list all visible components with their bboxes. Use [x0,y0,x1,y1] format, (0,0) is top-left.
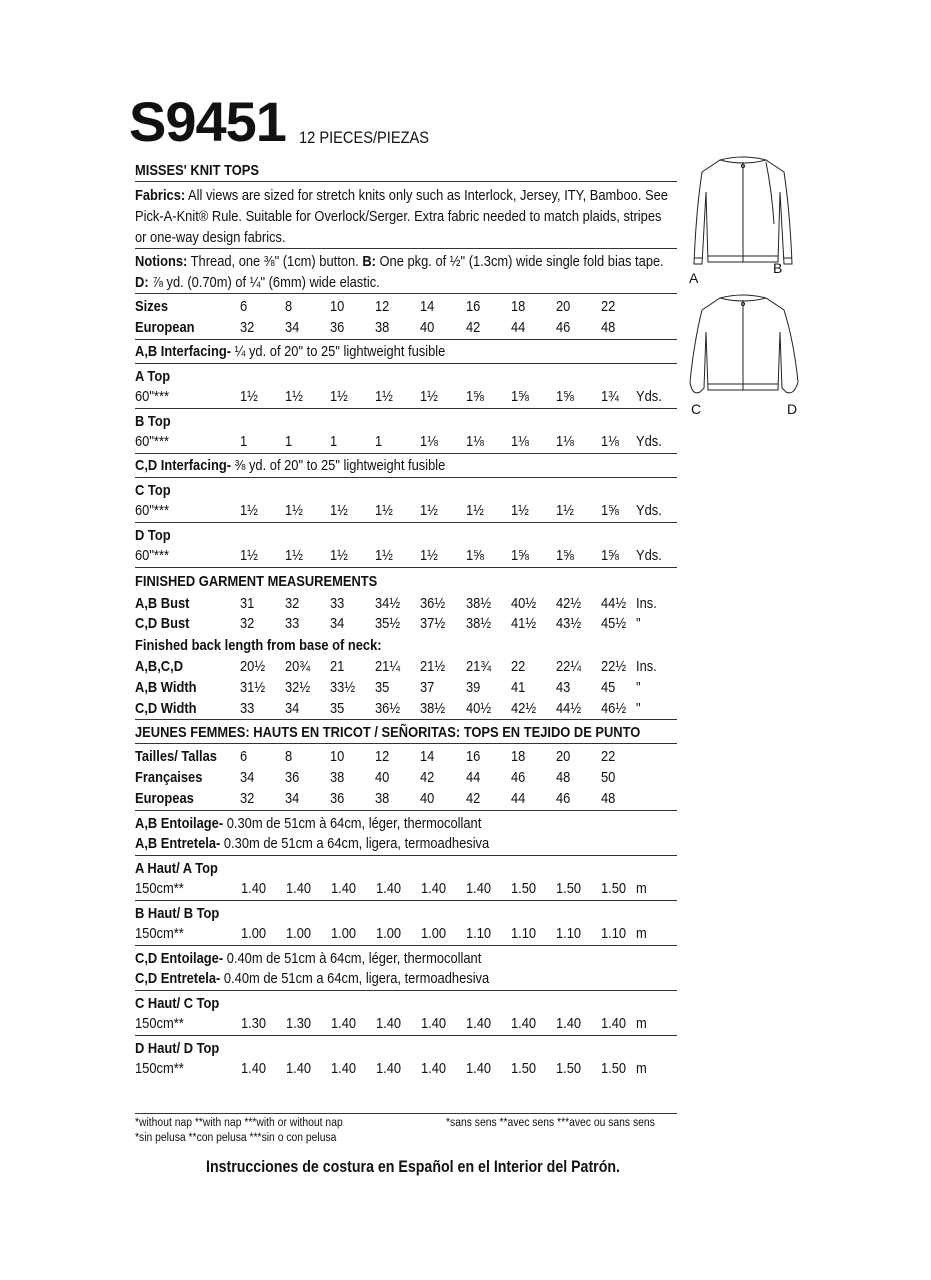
fabrics-paragraph [135,185,675,248]
ab-width-label: A,B Width [135,679,197,696]
ab-bust-label: A,B Bust [135,595,190,612]
cd-entoilage [135,951,481,966]
ab-entoilage-text: 0.30m de 51cm à 64cm, léger, thermocollant [223,815,482,832]
a-top-cell: 1¾ [601,388,619,405]
size-cell: 18 [511,298,526,315]
back-length-title: Finished back length from base of neck: [135,637,382,654]
taille-cell: 18 [511,748,526,765]
taille-cell: 6 [240,748,248,765]
fabrics-text: All views are sized for stretch knits only such as Interlock, Jersey, ITY, Bamboo. See Pick-A-Knit® Rule. Suitable for Overlock/Serger. Extra fabric needed to match plaids, stripes or one-way design fabrics. [135,187,668,246]
cd-width-cell: 44½ [556,700,582,717]
francaise-cell: 48 [556,769,571,786]
divider [135,1113,677,1114]
ab-bust-cell: 38½ [466,595,492,612]
ab-width-cell: 32½ [285,679,311,696]
divider [135,293,677,294]
b-haut-cell: 1.00 [331,925,357,942]
view-label-d: D [787,401,798,417]
divider [135,339,677,340]
french-title: JEUNES FEMMES: HAUTS EN TRICOT / SEÑORITAS: TOPS EN TEJIDO DE PUNTO [135,724,641,741]
cd-width-cell: 42½ [511,700,537,717]
europea-cell: 34 [285,790,300,807]
notions-b-label: B: [362,253,376,270]
ab-bust-unit: Ins. [636,595,657,612]
abcd-length-cell: 21 [330,658,345,675]
ab-bust-cell: 33 [330,595,345,612]
b-haut-cell: 1.10 [556,925,582,942]
pieces-count: 12 PIECES/PIEZAS [299,128,430,147]
c-haut-cell: 1.40 [556,1015,582,1032]
footnote-fr: *sans sens **avec sens ***avec ou sans sens [446,1117,655,1129]
c-top-cell: 1½ [511,502,529,519]
a-top-cell: 1½ [420,388,438,405]
a-top-cell: 1½ [330,388,348,405]
cd-width-cell: 34 [285,700,300,717]
footnote-en: *without nap **with nap ***with or without nap [135,1117,343,1129]
a-haut-title: A Haut/ A Top [135,860,218,877]
europea-cell: 38 [375,790,390,807]
d-haut-cell: 1.40 [466,1060,492,1077]
b-top-width: 60"*** [135,433,169,450]
european-size-cell: 32 [240,319,255,336]
cd-width-cell: 36½ [375,700,401,717]
b-top-cell: 1⅛ [556,433,574,450]
d-haut-cell: 1.50 [601,1060,627,1077]
a-haut-cell: 1.40 [286,880,312,897]
c-haut-cell: 1.40 [511,1015,537,1032]
b-top-cell: 1 [330,433,338,450]
ab-bust-cell: 36½ [420,595,446,612]
notions-paragraph [135,251,675,293]
c-top-cell: 1½ [285,502,303,519]
cd-interfacing-text: ⅜ yd. of 20" to 25" lightweight fusible [231,457,446,474]
a-haut-width: 150cm** [135,880,184,897]
d-top-cell: 1½ [375,547,393,564]
abcd-label: A,B,C,D [135,658,184,675]
b-top-cell: 1⅛ [466,433,484,450]
divider [135,181,677,182]
ab-width-cell: 43 [556,679,571,696]
notions-label: Notions: [135,253,188,270]
taille-cell: 22 [601,748,616,765]
cd-width-cell: 38½ [420,700,446,717]
c-top-cell: 1½ [375,502,393,519]
cd-entretela [135,971,489,986]
c-haut-cell: 1.40 [331,1015,357,1032]
d-top-unit: Yds. [636,547,662,564]
cd-bust-cell: 35½ [375,615,401,632]
cd-bust-cell: 37½ [420,615,446,632]
ab-interfacing [135,344,445,359]
cd-bust-cell: 32 [240,615,255,632]
a-top-cell: 1⅝ [556,388,574,405]
abcd-length-cell: 20½ [240,658,266,675]
european-size-cell: 42 [466,319,481,336]
cd-width-cell: 40½ [466,700,492,717]
divider [135,408,677,409]
ab-bust-cell: 40½ [511,595,537,612]
c-haut-title: C Haut/ C Top [135,995,220,1012]
a-haut-cell: 1.40 [376,880,402,897]
francaise-cell: 38 [330,769,345,786]
ab-entoilage [135,816,481,831]
size-cell: 6 [240,298,248,315]
divider [135,900,677,901]
fabrics-label: Fabrics: [135,187,186,204]
european-size-cell: 46 [556,319,571,336]
europea-cell: 46 [556,790,571,807]
ab-entretela-text: 0.30m de 51cm a 64cm, ligera, termoadhesiva [220,835,490,852]
pattern-number: S9451 [129,90,286,153]
footnote-es: *sin pelusa **con pelusa ***sin o con pelusa [135,1132,337,1144]
francaise-cell: 34 [240,769,255,786]
a-top-cell: 1½ [375,388,393,405]
taille-cell: 16 [466,748,481,765]
d-top-cell: 1⅝ [511,547,529,564]
cd-entretela-label: C,D Entretela- [135,970,221,987]
d-haut-unit: m [636,1060,647,1077]
cd-entretela-text: 0.40m de 51cm a 64cm, ligera, termoadhesiva [220,970,490,987]
divider [135,453,677,454]
europea-cell: 32 [240,790,255,807]
b-haut-cell: 1.00 [286,925,312,942]
europeas-label: Europeas [135,790,194,807]
divider [135,363,677,364]
abcd-length-cell: 22 [511,658,526,675]
ab-bust-cell: 31 [240,595,255,612]
francaises-label: Françaises [135,769,203,786]
size-cell: 8 [285,298,293,315]
a-haut-cell: 1.40 [466,880,492,897]
c-haut-cell: 1.40 [601,1015,627,1032]
c-top-title: C Top [135,482,171,499]
b-top-cell: 1 [285,433,293,450]
c-haut-cell: 1.40 [466,1015,492,1032]
european-size-cell: 34 [285,319,300,336]
francaise-cell: 46 [511,769,526,786]
d-top-cell: 1⅝ [466,547,484,564]
cd-width-cell: 35 [330,700,345,717]
european-size-cell: 36 [330,319,345,336]
b-top-title: B Top [135,413,171,430]
b-haut-cell: 1.00 [376,925,402,942]
cd-width-unit: " [636,700,641,717]
divider [135,990,677,991]
europea-cell: 36 [330,790,345,807]
b-haut-cell: 1.00 [241,925,267,942]
abcd-length-cell: 22½ [601,658,627,675]
divider [135,945,677,946]
b-haut-unit: m [636,925,647,942]
sketch-views-c-d [686,292,802,402]
divider [135,810,677,811]
notions-text-3: ⅞ yd. (0.70m) of ¼" (6mm) wide elastic. [148,274,380,291]
b-haut-cell: 1.10 [466,925,492,942]
b-haut-cell: 1.10 [601,925,627,942]
a-top-width: 60"*** [135,388,169,405]
b-top-cell: 1⅛ [511,433,529,450]
c-haut-cell: 1.30 [286,1015,312,1032]
d-top-cell: 1½ [330,547,348,564]
a-haut-cell: 1.40 [421,880,447,897]
francaise-cell: 36 [285,769,300,786]
ab-width-cell: 39 [466,679,481,696]
notions-d-label: D: [135,274,149,291]
a-top-cell: 1½ [240,388,258,405]
d-top-cell: 1⅝ [556,547,574,564]
ab-width-cell: 33½ [330,679,356,696]
taille-cell: 20 [556,748,571,765]
divider [135,1035,677,1036]
european-size-cell: 48 [601,319,616,336]
d-haut-cell: 1.50 [511,1060,537,1077]
a-haut-cell: 1.50 [511,880,537,897]
cd-bust-cell: 34 [330,615,345,632]
divider [135,248,677,249]
view-label-a: A [689,270,699,286]
ab-width-unit: " [636,679,641,696]
d-top-cell: 1½ [240,547,258,564]
divider [135,743,677,744]
abcd-unit: Ins. [636,658,657,675]
a-top-unit: Yds. [636,388,662,405]
size-cell: 12 [375,298,390,315]
d-haut-cell: 1.40 [286,1060,312,1077]
sizes-label: Sizes [135,298,168,315]
francaise-cell: 40 [375,769,390,786]
a-haut-cell: 1.50 [556,880,582,897]
ab-entretela [135,836,489,851]
size-cell: 14 [420,298,435,315]
d-haut-cell: 1.40 [376,1060,402,1077]
a-top-title: A Top [135,368,171,385]
cd-width-label: C,D Width [135,700,197,717]
a-haut-cell: 1.50 [601,880,627,897]
abcd-length-cell: 22¼ [556,658,582,675]
abcd-length-cell: 21¾ [466,658,492,675]
cd-bust-unit: " [636,615,641,632]
b-haut-cell: 1.10 [511,925,537,942]
cd-bust-cell: 41½ [511,615,537,632]
d-top-width: 60"*** [135,547,169,564]
taille-cell: 14 [420,748,435,765]
divider [135,477,677,478]
ab-interfacing-label: A,B Interfacing- [135,343,232,360]
cd-bust-cell: 38½ [466,615,492,632]
cd-entoilage-text: 0.40m de 51cm à 64cm, léger, thermocollant [223,950,482,967]
c-haut-cell: 1.40 [376,1015,402,1032]
b-top-unit: Yds. [636,433,662,450]
d-haut-cell: 1.40 [241,1060,267,1077]
a-haut-unit: m [636,880,647,897]
c-haut-cell: 1.30 [241,1015,267,1032]
europea-cell: 48 [601,790,616,807]
a-top-cell: 1½ [285,388,303,405]
c-top-cell: 1½ [240,502,258,519]
europea-cell: 40 [420,790,435,807]
b-top-cell: 1⅛ [420,433,438,450]
divider [135,522,677,523]
view-label-b: B [773,260,783,276]
european-size-cell: 40 [420,319,435,336]
a-top-cell: 1⅝ [466,388,484,405]
ab-bust-cell: 34½ [375,595,401,612]
a-haut-cell: 1.40 [241,880,267,897]
divider [135,719,677,720]
francaise-cell: 50 [601,769,616,786]
spanish-instructions-note: Instrucciones de costura en Español en el Interior del Patrón. [206,1158,620,1176]
european-size-cell: 38 [375,319,390,336]
d-haut-cell: 1.40 [421,1060,447,1077]
size-cell: 16 [466,298,481,315]
francaise-cell: 44 [466,769,481,786]
view-label-c: C [691,401,702,417]
c-haut-width: 150cm** [135,1015,184,1032]
taille-cell: 10 [330,748,345,765]
d-top-cell: 1½ [420,547,438,564]
european-size-cell: 44 [511,319,526,336]
ab-entretela-label: A,B Entretela- [135,835,221,852]
c-top-cell: 1⅝ [601,502,619,519]
divider [135,855,677,856]
ab-bust-cell: 42½ [556,595,582,612]
ab-width-cell: 45 [601,679,616,696]
ab-width-cell: 35 [375,679,390,696]
c-top-cell: 1½ [330,502,348,519]
cd-interfacing-label: C,D Interfacing- [135,457,232,474]
b-top-cell: 1 [375,433,383,450]
c-top-width: 60"*** [135,502,169,519]
ab-bust-cell: 32 [285,595,300,612]
abcd-length-cell: 20¾ [285,658,311,675]
a-haut-cell: 1.40 [331,880,357,897]
ab-interfacing-text: ¼ yd. of 20" to 25" lightweight fusible [231,343,446,360]
taille-cell: 12 [375,748,390,765]
b-top-cell: 1 [240,433,248,450]
c-top-cell: 1½ [420,502,438,519]
c-top-cell: 1½ [466,502,484,519]
c-top-cell: 1½ [556,502,574,519]
finished-title: FINISHED GARMENT MEASUREMENTS [135,573,378,590]
ab-entoilage-label: A,B Entoilage- [135,815,224,832]
taille-cell: 8 [285,748,293,765]
a-top-cell: 1⅝ [511,388,529,405]
abcd-length-cell: 21¼ [375,658,401,675]
c-top-unit: Yds. [636,502,662,519]
b-haut-width: 150cm** [135,925,184,942]
europea-cell: 44 [511,790,526,807]
d-top-cell: 1½ [285,547,303,564]
cd-bust-cell: 45½ [601,615,627,632]
divider [135,567,677,568]
ab-bust-cell: 44½ [601,595,627,612]
d-haut-cell: 1.50 [556,1060,582,1077]
page-title: MISSES' KNIT TOPS [135,162,259,179]
b-haut-cell: 1.00 [421,925,447,942]
cd-bust-cell: 43½ [556,615,582,632]
d-haut-cell: 1.40 [331,1060,357,1077]
size-cell: 10 [330,298,345,315]
d-top-cell: 1⅝ [601,547,619,564]
ab-width-cell: 41 [511,679,526,696]
cd-width-cell: 46½ [601,700,627,717]
cd-interfacing [135,458,445,473]
cd-bust-cell: 33 [285,615,300,632]
ab-width-cell: 31½ [240,679,266,696]
size-cell: 20 [556,298,571,315]
d-haut-title: D Haut/ D Top [135,1040,220,1057]
cd-bust-label: C,D Bust [135,615,190,632]
c-haut-cell: 1.40 [421,1015,447,1032]
tailles-label: Tailles/ Tallas [135,748,217,765]
european-label: European [135,319,195,336]
cd-width-cell: 33 [240,700,255,717]
d-haut-width: 150cm** [135,1060,184,1077]
notions-text-2: One pkg. of ½" (1.3cm) wide single fold bias tape. [375,253,664,270]
b-haut-title: B Haut/ B Top [135,905,220,922]
d-top-title: D Top [135,527,171,544]
c-haut-unit: m [636,1015,647,1032]
europea-cell: 42 [466,790,481,807]
francaise-cell: 42 [420,769,435,786]
size-cell: 22 [601,298,616,315]
cd-entoilage-label: C,D Entoilage- [135,950,224,967]
ab-width-cell: 37 [420,679,435,696]
abcd-length-cell: 21½ [420,658,446,675]
notions-text-1: Thread, one ⅜" (1cm) button. [187,253,363,270]
b-top-cell: 1⅛ [601,433,619,450]
